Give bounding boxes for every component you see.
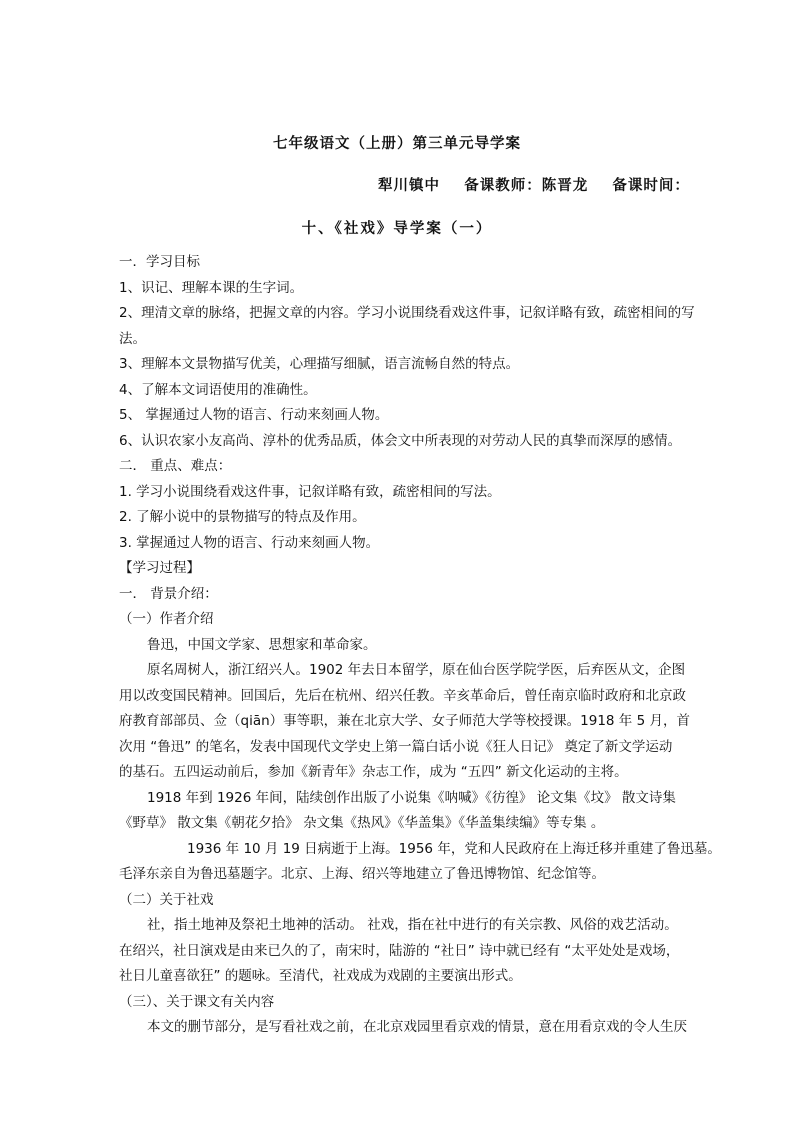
- paragraph-line: 1、识记、理解本课的生字词。: [119, 279, 304, 296]
- paragraph-line: 毛泽东亲自为鲁迅墓题字。北京、上海、绍兴等地建立了鲁迅博物馆、纪念馆等。: [119, 866, 605, 882]
- section-heading: 一．学习目标: [119, 254, 200, 270]
- paragraph-line: 次用 “鲁迅” 的笔名，发表中国现代文学史上第一篇白话小说《狂人日记》 奠定了新文学运动: [119, 738, 673, 755]
- paragraph-line: 6、认识农家小友高尚、淳朴的优秀品质，体会文中所表现的对劳动人民的真挚而深厚的感情。: [119, 432, 682, 449]
- section-heading: 【学习过程】: [119, 560, 200, 576]
- paragraph-line: 1. 学习小说围绕看戏这件事，记叙详略有致，疏密相间的写法。: [119, 483, 501, 500]
- paragraph-line: 社，指土地神及祭祀土地神的活动。 社戏，指在社中进行的有关宗教、风俗的戏艺活动。: [147, 917, 678, 933]
- subsection-heading: （二）关于社戏: [119, 891, 214, 908]
- subsection-heading: （三）、关于课文有关内容: [119, 993, 275, 1010]
- paragraph-line: 3. 掌握通过人物的语言、行动来刻画人物。: [119, 534, 380, 551]
- paragraph-line: 用以改变国民精神。回国后，先后在杭州、绍兴任教。辛亥革命后，曾任南京临时政府和北京政: [119, 687, 686, 704]
- paragraph-line: 法。: [119, 330, 146, 347]
- paragraph-line: 原名周树人，浙江绍兴人。1902 年去日本留学，原在仙台医学院学医，后弃医从文，企图: [147, 662, 686, 678]
- paragraph-line: 社日儿童喜欲狂” 的题咏。至清代，社戏成为戏剧的主要演出形式。: [119, 968, 522, 984]
- paragraph-line: 府教育部部员、佥（qiān）事等职，兼在北京大学、女子师范大学等校授课。1918 年 5 月，首: [119, 713, 690, 729]
- paragraph-line: 1936 年 10 月 19 日病逝于上海。1956 年，党和人民政府在上海迁移并重建了鲁迅墓。: [187, 840, 721, 857]
- section-heading: 一． 背景介绍：: [119, 585, 218, 602]
- paragraph-line: 2、理清文章的脉络，把握文章的内容。学习小说围绕看戏这件事，记叙详略有致，疏密相间的写: [119, 305, 695, 321]
- paragraph-line: 1918 年到 1926 年间，陆续创作出版了小说集《呐喊》《彷徨》 论文集《坟》 散文诗集: [147, 789, 676, 806]
- document-body: [119, 250, 721, 1041]
- author-info: 犁川镇中 备课教师：陈晋龙 备课时间：: [378, 177, 690, 194]
- lesson-title: 十、《社戏》导学案（一）: [301, 220, 493, 237]
- paragraph-line: 2. 了解小说中的景物描写的特点及作用。: [119, 509, 366, 525]
- subsection-heading: （一）作者介绍: [119, 611, 214, 627]
- document-title: 七年级语文（上册）第三单元导学案: [273, 135, 521, 152]
- paragraph-line: 本文的删节部分，是写看社戏之前，在北京戏园里看京戏的情景，意在用看京戏的令人生厌: [147, 1019, 687, 1035]
- paragraph-line: 的基石。五四运动前后，参加《新青年》杂志工作，成为 “五四” 新文化运动的主将。: [119, 764, 628, 780]
- paragraph-line: 4、了解本文词语使用的准确性。: [119, 381, 317, 398]
- paragraph-line: 3、理解本文景物描写优美，心理描写细腻，语言流畅自然的特点。: [119, 356, 520, 372]
- paragraph-line: 《野草》 散文集《朝花夕拾》 杂文集《热风》《华盖集》《华盖集续编》等专集 。: [119, 815, 605, 831]
- paragraph-line: 鲁迅，中国文学家、思想家和革命家。: [147, 636, 377, 653]
- paragraph-line: 在绍兴，社日演戏是由来已久的了，南宋时，陆游的 “社日” 诗中就已经有 “太平处处是戏场，: [119, 942, 680, 959]
- paragraph-line: 5、 掌握通过人物的语言、行动来刻画人物。: [119, 407, 389, 423]
- section-heading: 二． 重点、难点：: [119, 458, 232, 474]
